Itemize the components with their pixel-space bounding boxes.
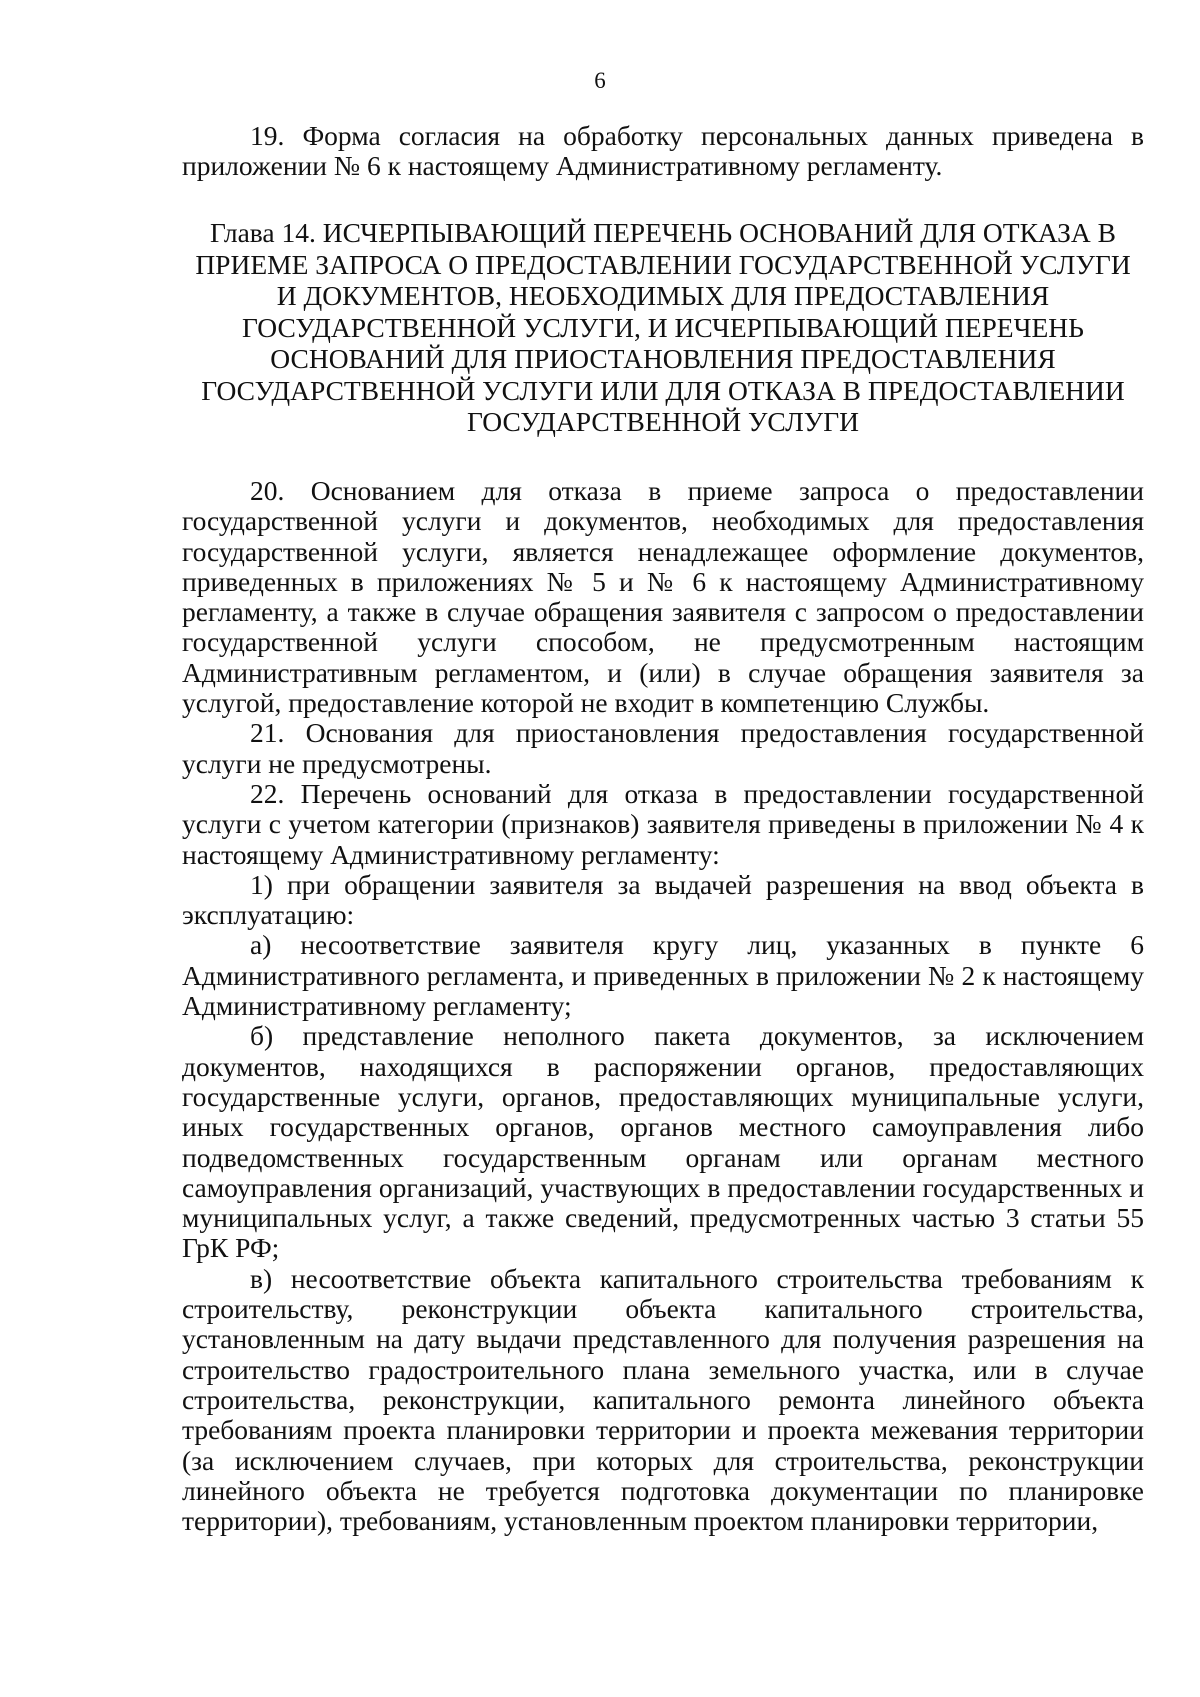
paragraph-21: 21. Основания для приостановления предоставления государственной услуги не предусмотрены. bbox=[182, 717, 1144, 779]
paragraph-22-item-1a: а) несоответствие заявителя кругу лиц, указанных в пункте 6 Административного регламента, и приведенных в приложении № 2 к настоящему Административному регламенту; bbox=[182, 929, 1144, 1022]
main-text-block bbox=[182, 476, 1144, 1536]
paragraph-22-item-1v: в) несоответствие объекта капитального строительства требованиям к строительству, реконструкции объекта капитального строительства, установленным на дату выдачи представленного для получения разрешения на строительство градостроительного плана земельного участка, или в случае строительства, реконструкции, капитального ремонта линейного объекта требованиям проекта планировки территории и проекта межевания территории (за исключением случаев, при которых для строительства, реконструкции линейного объекта не требуется подготовка документации по планировке территории), требованиям, установленным проектом планировки территории, bbox=[182, 1262, 1144, 1537]
chapter-heading: Глава 14. ИСЧЕРПЫВАЮЩИЙ ПЕРЕЧЕНЬ ОСНОВАНИЙ ДЛЯ ОТКАЗА В ПРИЕМЕ ЗАПРОСА О ПРЕДОСТАВЛЕНИИ ГОСУДАРСТВЕННОЙ УСЛУГИ И ДОКУМЕНТОВ, НЕОБХОДИМЫХ ДЛЯ ПРЕДОСТАВЛЕНИЯ ГОСУДАРСТВЕННОЙ УСЛУГИ, И ИСЧЕРПЫВАЮЩИЙ ПЕРЕЧЕНЬ ОСНОВАНИЙ ДЛЯ ПРИОСТАНОВЛЕНИЯ ПРЕДОСТАВЛЕНИЯ ГОСУДАРСТВЕННОЙ УСЛУГИ ИЛИ ДЛЯ ОТКАЗА В ПРЕДОСТАВЛЕНИИ ГОСУДАРСТВЕННОЙ УСЛУГИ bbox=[195, 217, 1131, 437]
paragraph-22-item-1: 1) при обращении заявителя за выдачей разрешения на ввод объекта в эксплуатацию: bbox=[182, 868, 1144, 931]
paragraph-22-item-1b: б) представление неполного пакета документов, за исключением документов, находящихся в распоряжении органов, предоставляющих государственные услуги, органов, предоставляющих муниципальные услуги, иных государственных органов, органов местного самоуправления либо подведомственных государственным органам или органам местного самоуправления организаций, участвующих в предоставлении государственных и муниципальных услуг, а также сведений, предусмотренных частью 3 статьи 55 ГрК РФ; bbox=[182, 1020, 1144, 1264]
paragraph-20: 20. Основанием для отказа в приеме запроса о предоставлении государственной услуги и документов, необходимых для предоставления государственной услуги, является ненадлежащее оформление документов, приведенных в приложениях № 5 и № 6 к настоящему Административному регламенту, а также в случае обращения заявителя с запросом о предоставлении государственной услуги способом, не предусмотренным настоящим Административным регламентом, и (или) в случае обращения заявителя за услугой, предоставление которой не входит в компетенцию Службы. bbox=[182, 475, 1144, 719]
paragraph-19-block bbox=[182, 121, 1144, 182]
paragraph-22: 22. Перечень оснований для отказа в предоставлении государственной услуги с учетом категории (признаков) заявителя приведены в приложении № 4 к настоящему Административному регламенту: bbox=[182, 777, 1144, 870]
paragraph-19: 19. Форма согласия на обработку персональных данных приведена в приложении № 6 к настоящему Административному регламенту. bbox=[182, 120, 1144, 182]
page-number: 6 bbox=[594, 68, 606, 93]
